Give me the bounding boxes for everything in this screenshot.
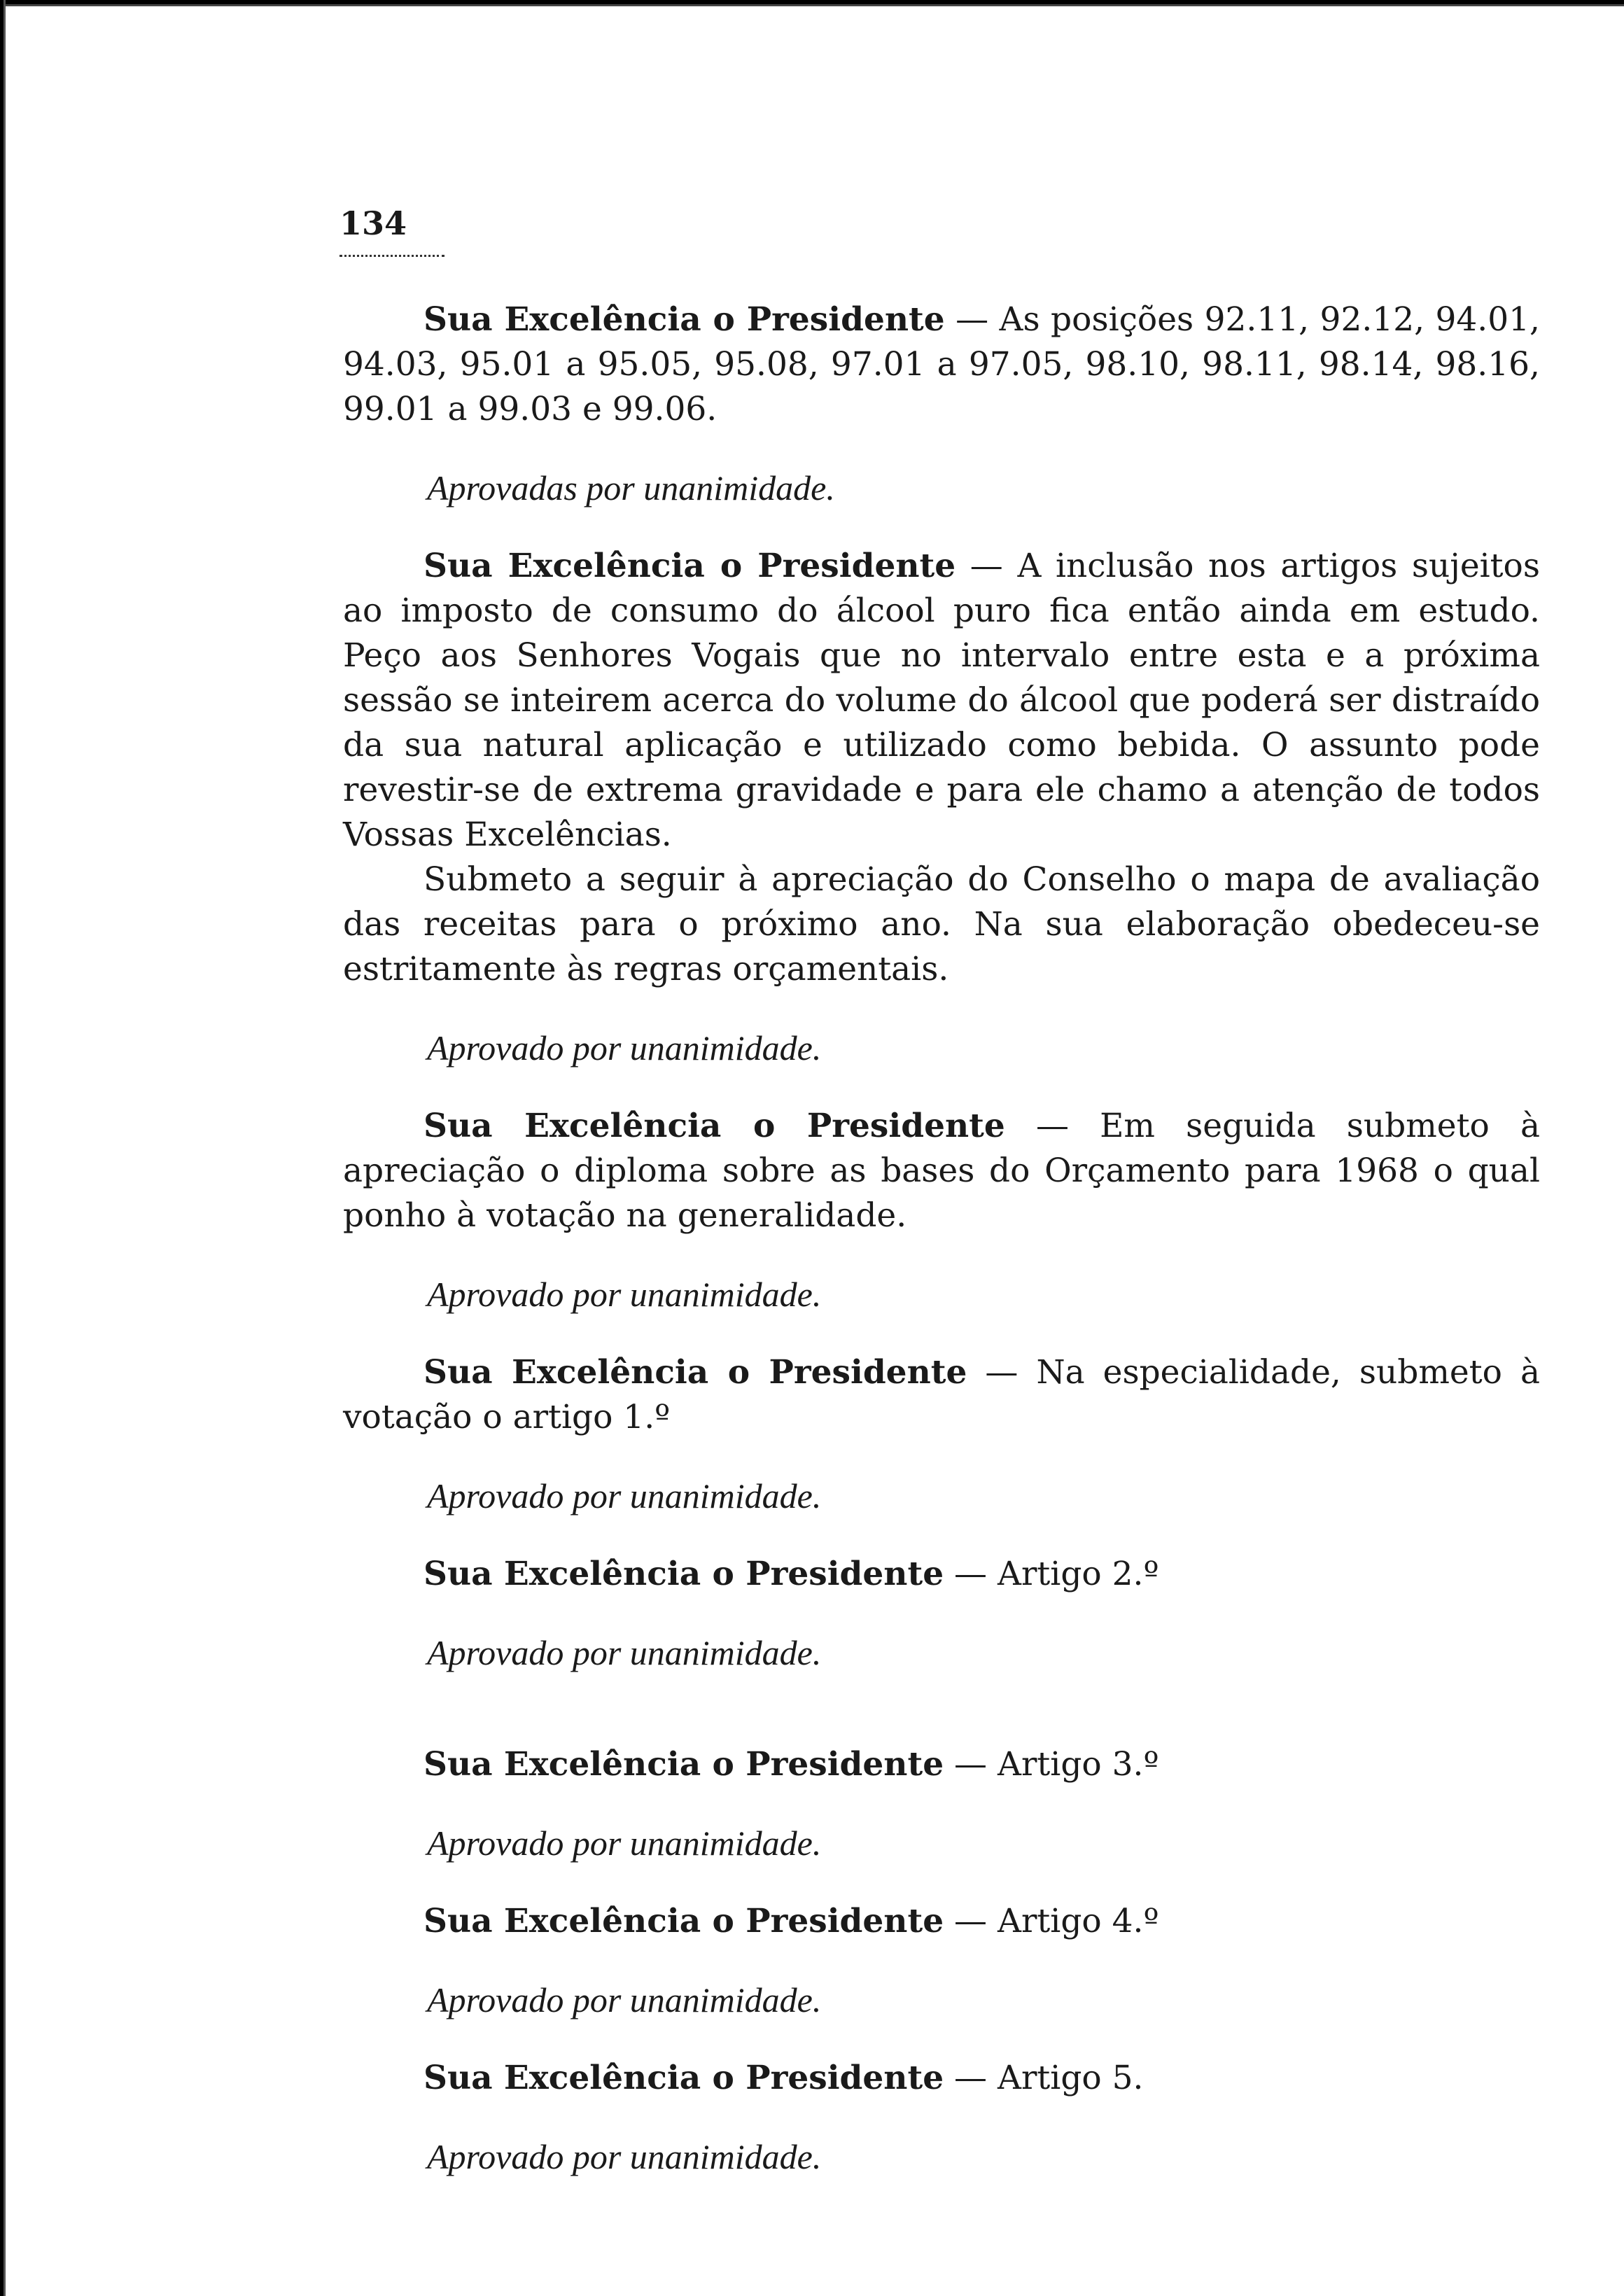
speaker-name: Sua Excelência o Presidente [424,1745,944,1784]
vote-result-8 [343,2134,1540,2179]
entry-alcohol [343,544,1540,992]
dash: — [944,1745,997,1784]
entry-article-1 [343,1350,1540,1440]
dash: — [944,1555,997,1593]
speech-paragraph [343,1552,1540,1597]
speaker-name: Sua Excelência o Presidente [424,2059,944,2097]
speech-text: A inclusão nos artigos sujeitos ao imposto de consumo do álcool puro fica então ainda em estudo. Peço aos Senhores Vogais que no intervalo entre esta e a próxima sessão se inteirem acerca do volume do álcool que poderá ser distraído da sua natural aplicação e utilizado como bebida. O assunto pode revestir-se de extrema gravidade e para ele chamo a atenção de todos Vossas Excelências. [343,547,1540,854]
vote-result-5 [343,1630,1540,1675]
document-body [343,298,1540,2179]
speaker-name: Sua Excelência o Presidente [424,1107,1005,1145]
speech-paragraph [343,544,1540,858]
vote-result-4 [343,1474,1540,1518]
speaker-name: Sua Excelência o Presidente [424,1902,944,1940]
speaker-name: Sua Excelência o Presidente [424,1353,967,1392]
vote-result: Aprovado por unanimidade. [427,1476,822,1516]
vote-result-1 [343,465,1540,510]
vote-result: Aprovado por unanimidade. [427,1275,822,1314]
entry-article-5 [343,2056,1540,2101]
vote-result: Aprovado por unanimidade. [427,1980,822,2019]
scan-edge-left [0,0,10,2296]
speech-paragraph: Submeto a seguir à apreciação do Conselho o mapa de avaliação das receitas para o próximo ano. Na sua elaboração obedeceu-se estritamente às regras orçamentais. [343,860,1540,988]
entry-article-2 [343,1552,1540,1597]
speaker-name: Sua Excelência o Presidente [424,547,956,585]
speech-paragraph [343,1899,1540,1944]
vote-result-6 [343,1821,1540,1865]
dash: — [955,547,1018,585]
dash: — [944,2059,997,2097]
vote-result-7 [343,1977,1540,2022]
dash: — [1004,1107,1100,1145]
speech-text: Em seguida submeto à apreciação o diploma sobre as bases do Orçamento para 1968 o qual ponho à votação na generalidade. [343,1107,1540,1235]
page-number-rule [340,255,444,257]
vote-result: Aprovado por unanimidade. [427,1028,822,1068]
speech-paragraph [343,2056,1540,2101]
speech-paragraph [343,1742,1540,1787]
entry-budget [343,1104,1540,1238]
speech-paragraph [343,1350,1540,1440]
speaker-name: Sua Excelência o Presidente [424,300,945,339]
speech-text: As posições 92.11, 92.12, 94.01, 94.03, 95.01 a 95.05, 95.08, 97.01 a 97.05, 98.10, 98.11, 98.14, 98.16, 99.01 a 99.03 e 99.06. [343,300,1540,428]
page-number: 134 [340,204,407,242]
entry-article-4 [343,1899,1540,1944]
vote-result-3 [343,1272,1540,1317]
vote-result-2 [343,1026,1540,1070]
entry-article-3 [343,1742,1540,1787]
speech-text: Na especialidade, submeto à votação o artigo 1.º [343,1353,1540,1436]
dash: — [967,1353,1037,1392]
entry-positions [343,298,1540,432]
scan-edge-top [0,0,1624,10]
vote-result: Aprovadas por unanimidade. [427,468,835,507]
dash: — [944,300,1000,339]
speech-text: Artigo 5. [997,2059,1144,2097]
speaker-name: Sua Excelência o Presidente [424,1555,944,1593]
vote-result: Aprovado por unanimidade. [427,1823,822,1863]
speech-paragraph [343,298,1540,432]
speech-paragraph [343,1104,1540,1238]
vote-result: Aprovado por unanimidade. [427,2137,822,2176]
vote-result: Aprovado por unanimidade. [427,1633,822,1672]
speech-text: Artigo 3.º [997,1745,1159,1784]
speech-text: Artigo 4.º [997,1902,1159,1940]
dash: — [944,1902,997,1940]
speech-text: Artigo 2.º [997,1555,1159,1593]
